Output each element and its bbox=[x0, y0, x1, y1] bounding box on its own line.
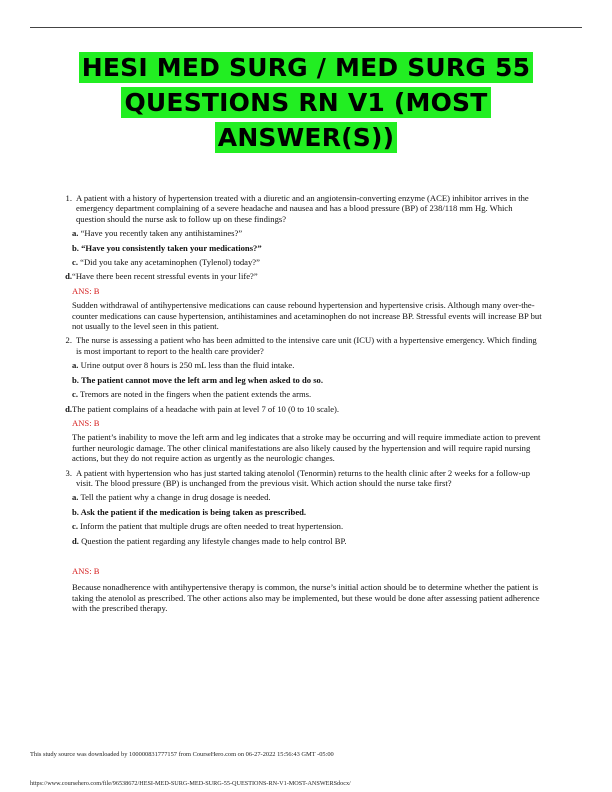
question-number: 3. bbox=[65, 467, 72, 478]
rationale: Because nonadherence with antihypertensive therapy is common, the nurse’s initial action should be to determine whether the patient is taking the atenolol as prescribed. The other actions also may be implemented, but these would be done after assessing patient adherence with the prescribed therapy. bbox=[72, 582, 540, 614]
question-stem: The nurse is assessing a patient who has been admitted to the intensive care unit (ICU) with a hypertensive emergency. Which finding is most important to report to the health care provider? bbox=[76, 335, 537, 356]
option-d: d. The patient complains of a headache with pain at level 7 of 10 (0 to 10 scale). bbox=[65, 403, 340, 414]
question-number: 2. bbox=[65, 335, 72, 346]
question-1 bbox=[56, 193, 542, 224]
option-b-correct: b. Ask the patient if the medication is being taken as prescribed. bbox=[72, 506, 307, 517]
question-stem: A patient with hypertension who has just started taking atenolol (Tenormin) returns to the health clinic after 2 weeks for a follow-up visit. The blood pressure (BP) is unchanged from the previous visit. Which action should the nurse take first? bbox=[76, 467, 531, 488]
option-c: c. Tremors are noted in the fingers when the patient extends the arms. bbox=[72, 389, 312, 400]
download-notice: This study source was downloaded by 100000831777157 from CourseHero.com on 06-27-2022 15:56:43 GMT -05:00 bbox=[30, 751, 334, 758]
title-line-1: HESI MED SURG / MED SURG 55 bbox=[79, 52, 533, 83]
option-a: a. Tell the patient why a change in drug dosage is needed. bbox=[72, 492, 271, 503]
question-stem: A patient with a history of hypertension treated with a diuretic and an angiotensin-converting enzyme (ACE) inhibitor arrives in the emergency department complaining of a severe headache and nausea and has a blood pressure (BP) of 238/118 mm Hg. Which question should the nurse ask to follow up on these findings? bbox=[76, 193, 529, 224]
question-list bbox=[56, 193, 542, 614]
source-url: https://www.coursehero.com/file/96538672/HESI-MED-SURG-MED-SURG-55-QUESTIONS-RN-V1-MOST-ANSWERSdocx/ bbox=[30, 780, 351, 787]
answer-key: ANS: B bbox=[72, 565, 100, 576]
option-d: d. “Have there been recent stressful events in your life?” bbox=[65, 271, 258, 282]
option-b-correct: b. “Have you consistently taken your medications?” bbox=[72, 242, 262, 253]
rationale: Sudden withdrawal of antihypertensive medications can cause rebound hypertension and hypertensive crisis. Although many over-the-counter medications can cause hypertension, antihistamines and acetaminophen do not increase BP. Stressful events will increase BP but not usually to the level seen in this patient. bbox=[72, 300, 542, 332]
title-line-2: QUESTIONS RN V1 (MOST bbox=[121, 87, 490, 118]
page-title bbox=[50, 52, 562, 157]
option-c: c. “Did you take any acetaminophen (Tylenol) today?” bbox=[72, 257, 260, 268]
option-a: a. “Have you recently taken any antihistamines?” bbox=[72, 228, 243, 239]
rationale: The patient’s inability to move the left arm and leg indicates that a stroke may be occurring and will require immediate action to prevent further neurologic damage. The other clinical manifestations are also likely caused by the hypertension and will require rapid nursing actions, but they do not require action as urgently as the neurologic changes. bbox=[72, 432, 541, 464]
option-c: c. Inform the patient that multiple drugs are often needed to treat hypertension. bbox=[72, 521, 344, 532]
answer-key: ANS: B bbox=[72, 417, 100, 428]
option-d: d. Question the patient regarding any lifestyle changes made to help control BP. bbox=[72, 535, 347, 546]
top-rule bbox=[30, 27, 582, 28]
option-a: a. Urine output over 8 hours is 250 mL less than the fluid intake. bbox=[72, 360, 295, 371]
question-number: 1. bbox=[65, 193, 72, 203]
option-b-correct: b. The patient cannot move the left arm and leg when asked to do so. bbox=[72, 374, 323, 385]
question-3 bbox=[56, 468, 542, 489]
answer-key: ANS: B bbox=[72, 285, 100, 296]
question-2 bbox=[56, 335, 542, 356]
title-line-3: ANSWER(S)) bbox=[215, 122, 397, 153]
